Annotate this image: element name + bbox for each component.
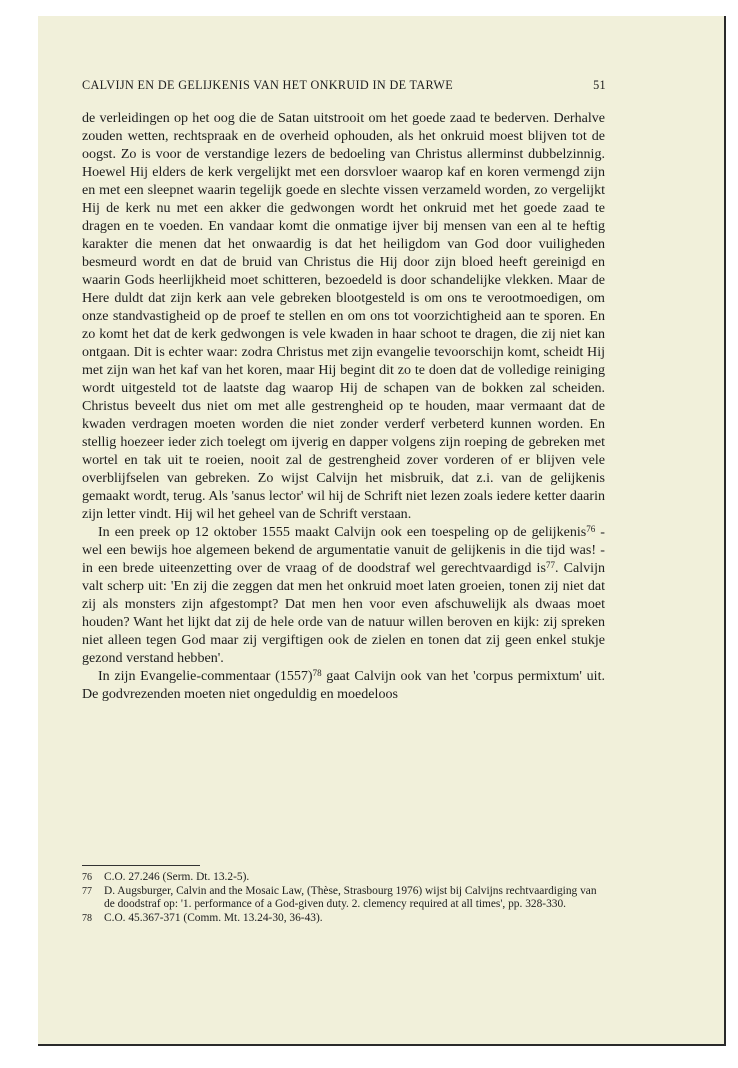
paragraph-1: de verleidingen op het oog die de Satan uitstrooit om het goede zaad te bederven. Derhalve zouden wetten, rechtspraak en de overheid ophouden, als het onkruid moest blijven tot de oogst. Zo is voor de verstandige lezers de bedoeling van Christus allerminst dubbelzinnig. Hoewel Hij elders de kerk vergelijkt met een dorsvloer waarop kaf en koren vermengd zijn en met een sleepnet waarin tegelijk goede en slechte vissen verzameld worden, zo vergelijkt Hij de kerk nu met een akker die gedwongen wordt het onkruid met het goede zaad te dragen en te voeden. En vandaar komt die onmatige ijver bij mensen van een al te heftig karakter die menen dat het onwaardig is dat het heiligdom van God door vuiligheden besmeurd wordt en dat de bruid van Christus die Hij door zijn bloed heeft gereinigd en waarin Gods heerlijkheid moet schitteren, bezoedeld is door schandelijke vlekken. Maar de Here duldt dat zijn kerk aan vele gebreken blootgesteld is om ons te verootmoedigen, om onze standvastigheid op de proef te stellen en om ons tot voorzichtigheid aan te sporen. En zo komt het dat de kerk gedwongen is vele kwaden in haar schoot te dragen, die zij niet kan ontgaan. Dit is echter waar: zodra Christus met zijn evangelie tevoorschijn komt, scheidt Hij met zijn wan het kaf van het koren, maar Hij begint dit zo te doen dat de volledige reiniging wordt uitgesteld tot de laatste dag waarop Hij de schapen van de bokken zal scheiden. Christus beveelt dus niet om met alle gestrengheid op te houden, maar vermaant dat de kwaden verdragen moeten worden die niet zonder verderf verbeterd kunnen worden. En stellig hoezeer ieder zich toelegt om ijverig en dapper volgens zijn roeping de gebreken met wortel en tak uit te roeien, nooit zal de gestrengheid zover vorderen of er blijven vele overblijfselen van gebreken. Zo wijst Calvijn het misbruik, dat z.i. van de gelijkenis gemaakt wordt, terug. Als 'sanus lector' wil hij de Schrift niet lezen zoals iedere ketter daarin zijn letter vindt. Hij wil het geheel van de Schrift verstaan. [82, 110, 605, 522]
footnote [82, 885, 605, 911]
footnote-ref-76: 76 [586, 524, 596, 534]
paragraph-2 [82, 523, 605, 667]
footnote-text: C.O. 27.246 (Serm. Dt. 13.2-5). [104, 871, 250, 883]
footnote-number: 77 [82, 886, 92, 897]
paragraph-3-part-b: gaat Calvijn ook van het 'corpus permixtum' uit. De godvrezenden moeten niet ongeduldig en moedeloos [82, 668, 605, 702]
paragraph-2-part-a: In een preek op 12 oktober 1555 maakt Calvijn ook een toespeling op de gelijkenis [98, 524, 587, 540]
footnote [82, 871, 605, 884]
footnote [82, 912, 605, 925]
footnote-number: 78 [82, 913, 92, 924]
paragraph-2-part-b: - wel een bewijs hoe algemeen bekend de argumentatie vanuit de gelijkenis in die tijd was! - in een brede uiteenzetting over de vraag of de doodstraf wel gerechtvaardigd is [82, 524, 605, 576]
footnote-number: 76 [82, 872, 92, 883]
body-text [82, 109, 605, 703]
footnote-ref-77: 77 [545, 560, 555, 570]
footnote-divider [82, 865, 200, 866]
paragraph-3-part-a: In zijn Evangelie-commentaar (1557) [98, 668, 313, 684]
running-title: CALVIJN EN DE GELIJKENIS VAN HET ONKRUID IN DE TARWE [82, 78, 453, 92]
footnotes [82, 871, 605, 926]
paragraph-3 [82, 667, 605, 703]
page-number: 51 [593, 78, 606, 92]
footnote-ref-78: 78 [312, 668, 322, 678]
footnote-text: C.O. 45.367-371 (Comm. Mt. 13.24-30, 36-43). [104, 912, 323, 924]
paragraph-2-part-c: . Calvijn valt scherp uit: 'En zij die zeggen dat men het onkruid moet laten groeien, tonen zij niet dat zij als monsters zijn afgestompt? Dat men hen voor even afschuwelijk als dwaas moet houden? Want het lijkt dat zij de hele orde van de natuur willen beroven en kijk: zij spreken niet alleen tegen God maar zij vergiftigen ook de zielen en tonen dat zij geen enkel stukje gezond verstand hebben'. [82, 560, 605, 666]
running-header [82, 78, 606, 93]
book-page [38, 16, 726, 1046]
footnote-text: D. Augsburger, Calvin and the Mosaic Law, (Thèse, Strasbourg 1976) wijst bij Calvijns rechtvaardiging van de doodstraf op: '1. performance of a God-given duty. 2. clemency required at all times', pp. 328-330. [104, 885, 597, 910]
